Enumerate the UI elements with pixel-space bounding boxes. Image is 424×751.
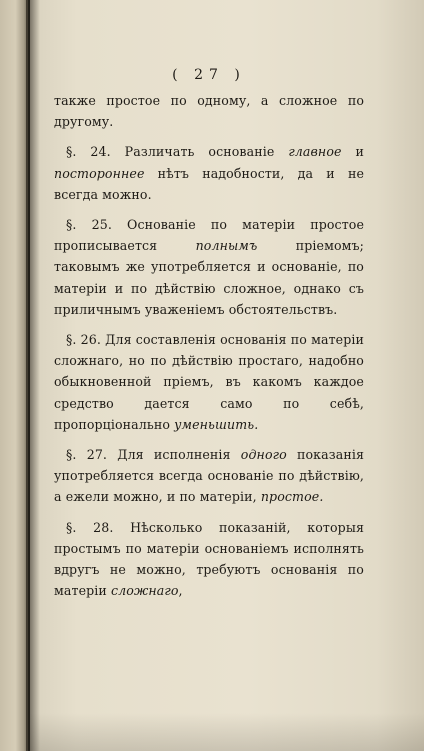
text-segment: §. 28. Нѣсколько показаній, которыя простымъ по матеріи основаніемъ исполнять вдругъ не можно, требуютъ основанія по матеріи [54,519,364,599]
paragraph-section-26 [54,329,364,435]
text-segment: также простое по одному, а сложное по другому. [54,93,364,130]
italic-term: уменьшить. [174,416,259,432]
page-number: ( 27 ) [172,67,246,83]
facing-page-edge [0,0,28,751]
page-bottom-shade [30,713,424,751]
text-segment: нѣтъ надобности, да и не всегда можно. [54,165,364,202]
paragraph-section-24 [54,141,364,205]
paragraph-section-27 [54,444,364,508]
text-segment: §. 24. Различать основаніе [66,144,289,160]
page-text [54,64,364,610]
text-segment: §. 26. Для составленія основанія по матеріи сложнаго, но по дѣйствію простаго, надобно обыкновенной пріемъ, въ какомъ каждое средство дается само по себѣ, пропорціонально [54,332,364,432]
italic-term: полнымъ [195,238,258,254]
text-segment: показанія употребляется всегда основаніе по дѣйствію, а ежели можно, и по матеріи, [54,447,364,505]
text-segment: §. 25. Основаніе по матеріи простое прописывается [54,217,364,254]
italic-term: одного [240,447,287,463]
text-segment: §. 27. Для исполненія [66,447,241,463]
italic-term: простое. [260,489,324,505]
text-segment: и [341,144,364,160]
gutter-shadow [26,0,40,751]
text-segment: , [178,583,183,599]
paragraph-continuation [54,90,364,132]
text-segment: пріемомъ; таковымъ же употребляется и основаніе, по матеріи и по дѣйствію сложное, однако съ приличнымъ уваженіемъ обстоятельствъ. [54,238,365,317]
paragraph-section-28 [54,517,364,602]
italic-term: сложнаго [111,583,179,599]
italic-term: главное [288,144,342,160]
italic-term: постороннее [54,165,145,181]
paragraph-section-25 [54,214,364,320]
